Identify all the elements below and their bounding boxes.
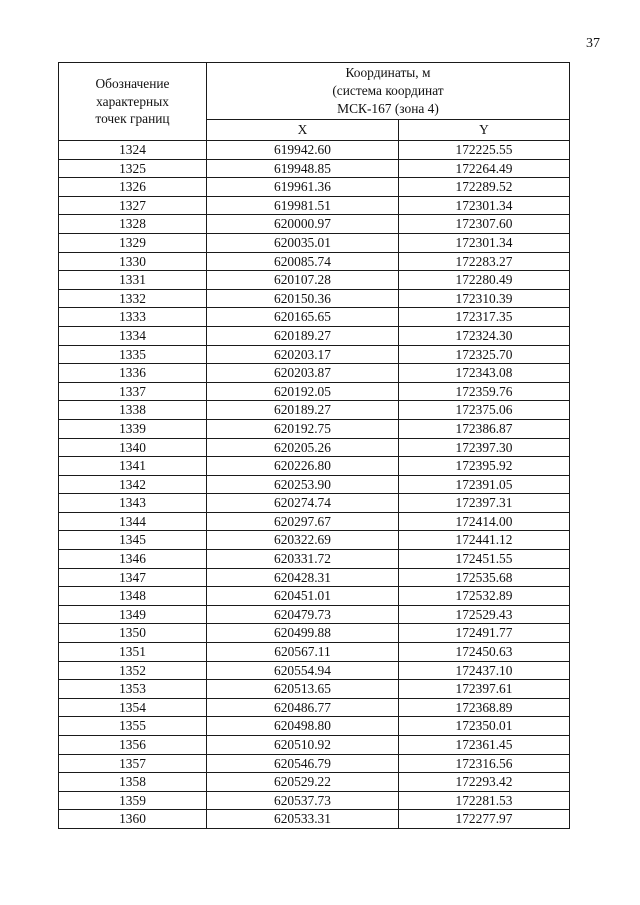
y-coordinate-cell: 172397.30: [399, 438, 570, 457]
table-row: [59, 215, 570, 234]
y-coordinate-cell: 172277.97: [399, 810, 570, 829]
point-id-cell: 1355: [59, 717, 207, 736]
x-coordinate-cell: 620203.87: [207, 364, 399, 383]
y-coordinate-cell: 172283.27: [399, 252, 570, 271]
table-row: [59, 196, 570, 215]
x-column-header: X: [207, 120, 399, 141]
y-coordinate-cell: 172264.49: [399, 159, 570, 178]
x-coordinate-cell: 620189.27: [207, 401, 399, 420]
table-row: [59, 271, 570, 290]
table-row: [59, 364, 570, 383]
point-id-cell: 1352: [59, 661, 207, 680]
coords-header-line: (система координат: [332, 83, 444, 98]
x-coordinate-cell: 620226.80: [207, 457, 399, 476]
point-header-line: характерных: [96, 93, 169, 109]
point-id-cell: 1346: [59, 550, 207, 569]
y-coordinate-cell: 172301.34: [399, 233, 570, 252]
point-id-cell: 1340: [59, 438, 207, 457]
point-id-cell: 1334: [59, 326, 207, 345]
table-body: [59, 141, 570, 829]
y-coordinate-cell: 172397.61: [399, 680, 570, 699]
y-coordinate-cell: 172450.63: [399, 643, 570, 662]
x-coordinate-cell: 619961.36: [207, 178, 399, 197]
table-header-row: [59, 63, 570, 120]
point-id-cell: 1343: [59, 494, 207, 513]
x-coordinate-cell: 620085.74: [207, 252, 399, 271]
table-row: [59, 661, 570, 680]
y-coordinate-cell: 172375.06: [399, 401, 570, 420]
x-coordinate-cell: 620189.27: [207, 326, 399, 345]
table-row: [59, 698, 570, 717]
y-coordinate-cell: 172391.05: [399, 475, 570, 494]
point-id-cell: 1358: [59, 773, 207, 792]
coordinates-header: [207, 63, 570, 120]
y-coordinate-cell: 172280.49: [399, 271, 570, 290]
x-coordinate-cell: 620533.31: [207, 810, 399, 829]
x-coordinate-cell: 620297.67: [207, 512, 399, 531]
point-id-cell: 1360: [59, 810, 207, 829]
table-row: [59, 810, 570, 829]
x-coordinate-cell: 620035.01: [207, 233, 399, 252]
x-coordinate-cell: 620498.80: [207, 717, 399, 736]
x-coordinate-cell: 620150.36: [207, 289, 399, 308]
point-id-cell: 1356: [59, 736, 207, 755]
table-row: [59, 494, 570, 513]
x-coordinate-cell: 619981.51: [207, 196, 399, 215]
page-number: 37: [586, 36, 600, 51]
y-coordinate-cell: 172316.56: [399, 754, 570, 773]
point-id-cell: 1327: [59, 196, 207, 215]
y-coordinate-cell: 172301.34: [399, 196, 570, 215]
x-coordinate-cell: 619942.60: [207, 141, 399, 160]
point-id-cell: 1357: [59, 754, 207, 773]
y-coordinate-cell: 172529.43: [399, 605, 570, 624]
point-id-cell: 1345: [59, 531, 207, 550]
y-coordinate-cell: 172535.68: [399, 568, 570, 587]
y-coordinate-cell: 172386.87: [399, 419, 570, 438]
point-id-cell: 1347: [59, 568, 207, 587]
x-coordinate-cell: 620192.75: [207, 419, 399, 438]
x-coordinate-cell: 619948.85: [207, 159, 399, 178]
table-row: [59, 624, 570, 643]
x-coordinate-cell: 620510.92: [207, 736, 399, 755]
point-id-cell: 1348: [59, 587, 207, 606]
table-row: [59, 754, 570, 773]
table-row: [59, 605, 570, 624]
point-header-line: Обозначение: [95, 76, 170, 92]
coords-header-line: МСК-167 (зона 4): [337, 101, 439, 116]
x-coordinate-cell: 620537.73: [207, 791, 399, 810]
x-coordinate-cell: 620274.74: [207, 494, 399, 513]
point-id-cell: 1353: [59, 680, 207, 699]
x-coordinate-cell: 620554.94: [207, 661, 399, 680]
y-coordinate-cell: 172281.53: [399, 791, 570, 810]
x-coordinate-cell: 620567.11: [207, 643, 399, 662]
x-coordinate-cell: 620513.65: [207, 680, 399, 699]
y-coordinate-cell: 172397.31: [399, 494, 570, 513]
point-id-cell: 1354: [59, 698, 207, 717]
point-id-cell: 1329: [59, 233, 207, 252]
x-coordinate-cell: 620529.22: [207, 773, 399, 792]
table-row: [59, 419, 570, 438]
table-row: [59, 475, 570, 494]
y-coordinate-cell: 172324.30: [399, 326, 570, 345]
point-id-cell: 1338: [59, 401, 207, 420]
y-coordinate-cell: 172451.55: [399, 550, 570, 569]
table-row: [59, 401, 570, 420]
point-id-cell: 1335: [59, 345, 207, 364]
y-coordinate-cell: 172350.01: [399, 717, 570, 736]
y-coordinate-cell: 172293.42: [399, 773, 570, 792]
x-coordinate-cell: 620499.88: [207, 624, 399, 643]
point-id-cell: 1339: [59, 419, 207, 438]
y-coordinate-cell: 172441.12: [399, 531, 570, 550]
table-row: [59, 178, 570, 197]
x-coordinate-cell: 620192.05: [207, 382, 399, 401]
table-row: [59, 643, 570, 662]
point-id-cell: 1325: [59, 159, 207, 178]
x-coordinate-cell: 620451.01: [207, 587, 399, 606]
x-coordinate-cell: 620546.79: [207, 754, 399, 773]
table-row: [59, 345, 570, 364]
point-id-cell: 1344: [59, 512, 207, 531]
x-coordinate-cell: 620486.77: [207, 698, 399, 717]
table-row: [59, 791, 570, 810]
table-row: [59, 717, 570, 736]
table-row: [59, 568, 570, 587]
table-row: [59, 773, 570, 792]
table-row: [59, 252, 570, 271]
table-row: [59, 736, 570, 755]
x-coordinate-cell: 620479.73: [207, 605, 399, 624]
table-row: [59, 382, 570, 401]
point-id-cell: 1324: [59, 141, 207, 160]
point-id-cell: 1341: [59, 457, 207, 476]
table-row: [59, 326, 570, 345]
point-id-cell: 1333: [59, 308, 207, 327]
y-coordinate-cell: 172395.92: [399, 457, 570, 476]
table-row: [59, 159, 570, 178]
point-id-cell: 1336: [59, 364, 207, 383]
y-coordinate-cell: 172325.70: [399, 345, 570, 364]
x-coordinate-cell: 620253.90: [207, 475, 399, 494]
point-id-cell: 1326: [59, 178, 207, 197]
point-id-cell: 1328: [59, 215, 207, 234]
x-coordinate-cell: 620165.65: [207, 308, 399, 327]
table-row: [59, 550, 570, 569]
x-coordinate-cell: 620203.17: [207, 345, 399, 364]
x-coordinate-cell: 620107.28: [207, 271, 399, 290]
y-coordinate-cell: 172225.55: [399, 141, 570, 160]
y-coordinate-cell: 172491.77: [399, 624, 570, 643]
y-coordinate-cell: 172414.00: [399, 512, 570, 531]
table-row: [59, 438, 570, 457]
table-row: [59, 233, 570, 252]
coordinates-table: [58, 62, 570, 829]
point-header-line: точек границ: [95, 111, 170, 127]
y-coordinate-cell: 172532.89: [399, 587, 570, 606]
table-row: [59, 680, 570, 699]
table-row: [59, 531, 570, 550]
point-id-cell: 1342: [59, 475, 207, 494]
y-coordinate-cell: 172343.08: [399, 364, 570, 383]
coords-header-line: Координаты, м: [345, 65, 431, 80]
y-coordinate-cell: 172317.35: [399, 308, 570, 327]
point-id-cell: 1332: [59, 289, 207, 308]
point-id-cell: 1337: [59, 382, 207, 401]
y-coordinate-cell: 172437.10: [399, 661, 570, 680]
table-row: [59, 289, 570, 308]
x-coordinate-cell: 620000.97: [207, 215, 399, 234]
table-row: [59, 141, 570, 160]
point-id-cell: 1359: [59, 791, 207, 810]
point-id-cell: 1351: [59, 643, 207, 662]
y-column-header: Y: [399, 120, 570, 141]
x-coordinate-cell: 620331.72: [207, 550, 399, 569]
table-row: [59, 308, 570, 327]
y-coordinate-cell: 172361.45: [399, 736, 570, 755]
y-coordinate-cell: 172310.39: [399, 289, 570, 308]
point-column-header: [59, 63, 207, 141]
y-coordinate-cell: 172359.76: [399, 382, 570, 401]
x-coordinate-cell: 620428.31: [207, 568, 399, 587]
y-coordinate-cell: 172307.60: [399, 215, 570, 234]
table-row: [59, 512, 570, 531]
point-id-cell: 1349: [59, 605, 207, 624]
point-id-cell: 1350: [59, 624, 207, 643]
x-coordinate-cell: 620205.26: [207, 438, 399, 457]
y-coordinate-cell: 172289.52: [399, 178, 570, 197]
point-id-cell: 1331: [59, 271, 207, 290]
table-row: [59, 587, 570, 606]
x-coordinate-cell: 620322.69: [207, 531, 399, 550]
point-id-cell: 1330: [59, 252, 207, 271]
y-coordinate-cell: 172368.89: [399, 698, 570, 717]
table-row: [59, 457, 570, 476]
